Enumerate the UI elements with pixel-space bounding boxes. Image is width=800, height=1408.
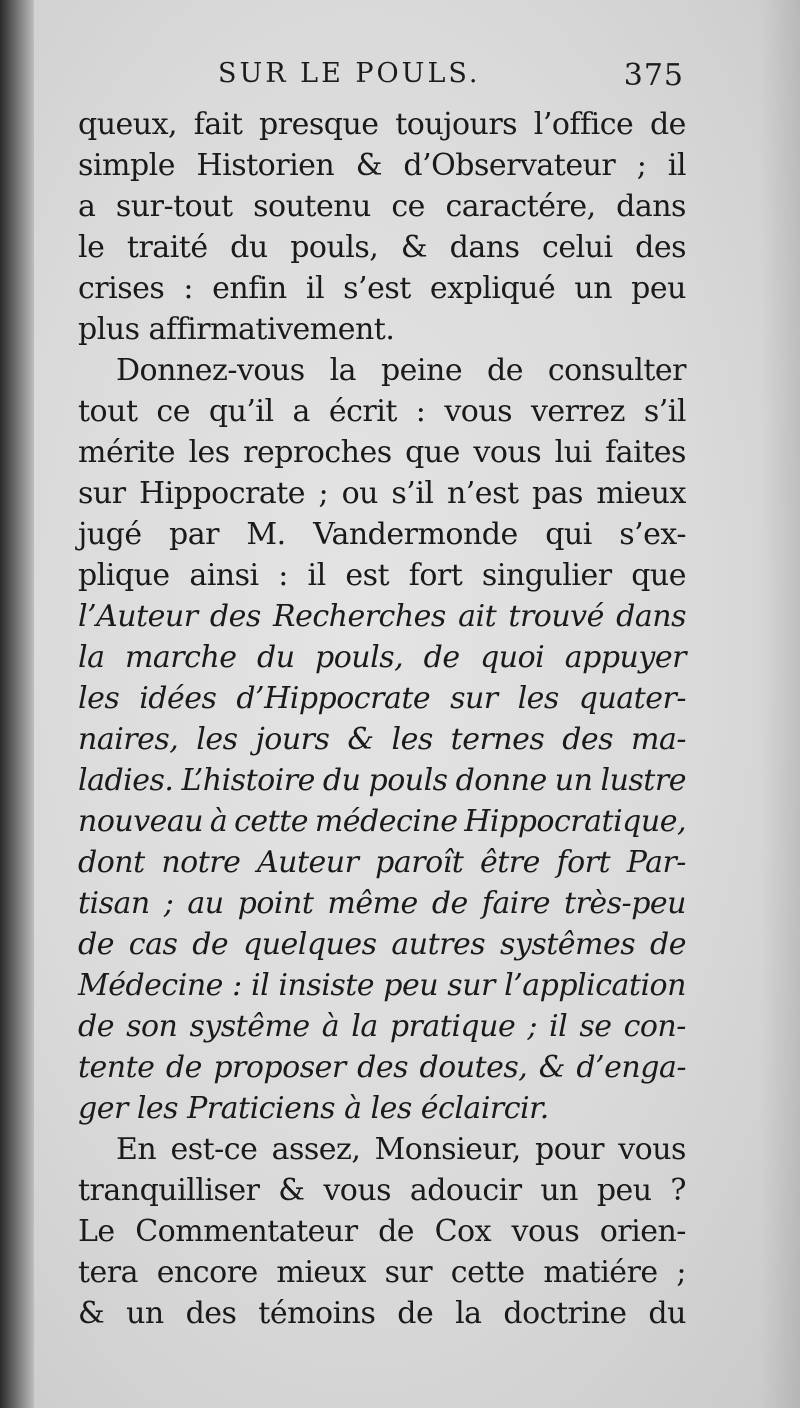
text-line: Médecine : il insiste peu sur l’application xyxy=(78,968,686,1003)
text-line: plique ainsi : il est fort singulier que xyxy=(78,558,686,593)
text-line: crises : enfin il s’est expliqué un peu xyxy=(78,271,686,306)
text-line: de cas de quelques autres systêmes de xyxy=(78,927,686,962)
text-line: dont notre Auteur paroît être fort Par- xyxy=(78,845,686,880)
text-line: sur Hippocrate ; ou s’il n’est pas mieux xyxy=(78,476,686,511)
text-line: a sur-tout soutenu ce caractére, dans xyxy=(78,189,686,224)
text-line: de son systême à la pratique ; il se con- xyxy=(78,1009,686,1044)
text-line: En est-ce assez, Monsieur, pour vous xyxy=(116,1132,686,1167)
text-line: Le Commentateur de Cox vous orien- xyxy=(78,1214,686,1249)
page-number: 375 xyxy=(623,58,684,93)
running-title: SUR LE POULS. xyxy=(218,58,481,89)
text-line: naires, les jours & les ternes des ma- xyxy=(78,722,686,757)
text-line: tente de proposer des doutes, & d’enga- xyxy=(78,1050,686,1085)
text-line: tisan ; au point même de faire très-peu xyxy=(78,886,686,921)
text-line: le traité du pouls, & dans celui des xyxy=(78,230,686,265)
text-line: Donnez-vous la peine de consulter xyxy=(116,353,686,388)
text-line: tera encore mieux sur cette matiére ; xyxy=(78,1255,686,1290)
text-line: ger les Praticiens à les éclaircir. xyxy=(78,1091,549,1126)
page-edge-shade xyxy=(760,0,800,1408)
page-header xyxy=(218,58,688,98)
text-line: jugé par M. Vandermonde qui s’ex- xyxy=(78,517,686,552)
text-line: & un des témoins de la doctrine du xyxy=(78,1296,686,1331)
text-line: mérite les reproches que vous lui faites xyxy=(78,435,686,470)
text-line: simple Historien & d’Observateur ; il xyxy=(78,148,686,183)
text-line: tout ce qu’il a écrit : vous verrez s’il xyxy=(78,394,686,429)
text-line: queux, fait presque toujours l’office de xyxy=(78,107,686,142)
text-line: les idées d’Hippocrate sur les quater- xyxy=(78,681,686,716)
binding-gutter xyxy=(0,0,34,1408)
text-line: tranquilliser & vous adoucir un peu ? xyxy=(78,1173,686,1208)
text-line: ladies. L’histoire du pouls donne un lustre xyxy=(78,763,686,798)
text-line: nouveau à cette médecine Hippocratique, xyxy=(78,804,686,839)
body-text xyxy=(78,104,686,1334)
text-line: la marche du pouls, de quoi appuyer xyxy=(78,640,686,675)
text-line: l’Auteur des Recherches ait trouvé dans xyxy=(78,599,686,634)
text-line: plus affirmativement. xyxy=(78,312,395,347)
